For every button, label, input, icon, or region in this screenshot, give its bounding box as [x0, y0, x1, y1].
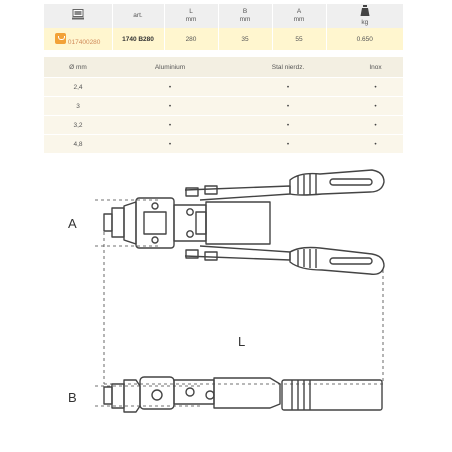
spring [196, 212, 206, 234]
compat-table [44, 57, 403, 153]
row-steel: • [228, 116, 348, 135]
side-housing [214, 378, 280, 408]
nose-tip [104, 214, 112, 231]
col-b-label: B [242, 8, 248, 15]
row-aluminium: • [112, 116, 228, 135]
side-nose [112, 384, 124, 408]
side-head-pin [152, 390, 162, 400]
table-row [44, 97, 403, 116]
link-pin-top [187, 209, 193, 215]
head-window [144, 212, 166, 234]
row-diameter: 3 [44, 97, 112, 116]
product-a: 55 [295, 35, 303, 43]
product-art: 1740 B280 [122, 35, 154, 43]
col-aluminium-label: Aluminium [154, 63, 186, 71]
basket-icon[interactable] [55, 33, 66, 44]
side-nut [124, 380, 140, 412]
row-diameter: 3,2 [44, 116, 112, 135]
side-pin-2 [206, 391, 214, 399]
lower-arm [185, 246, 290, 260]
row-diameter: 4,8 [44, 135, 112, 154]
row-aluminium: • [112, 97, 228, 116]
head-screw-bottom [152, 237, 158, 243]
product-weight: 0.650 [356, 35, 373, 43]
col-l-label: L [189, 8, 193, 15]
row-inox: • [348, 78, 403, 97]
row-inox: • [348, 116, 403, 135]
row-inox: • [348, 135, 403, 154]
col-b-unit: mm [239, 16, 251, 23]
label-a: A [68, 216, 77, 231]
upper-grip-slot [330, 179, 372, 185]
head-block [136, 198, 174, 248]
col-art-label: art. [133, 12, 143, 19]
upper-arm [185, 186, 290, 200]
row-steel: • [228, 135, 348, 154]
label-l: L [238, 334, 246, 349]
col-a-unit: mm [293, 16, 305, 23]
side-pin-1 [186, 388, 194, 396]
col-steel-label: Stal nierdz. [271, 63, 305, 71]
row-steel: • [228, 78, 348, 97]
compat-header-row [44, 57, 403, 78]
table-row [44, 116, 403, 135]
row-aluminium: • [112, 78, 228, 97]
nut-hex [124, 202, 136, 244]
head-screw-top [152, 203, 158, 209]
spec-header-row [44, 4, 403, 28]
side-head [140, 377, 174, 409]
label-b: B [68, 390, 77, 405]
product-code[interactable]: 017400280 [67, 38, 101, 46]
row-inox: • [348, 97, 403, 116]
col-weight-unit: kg [361, 19, 369, 26]
col-a-label: A [296, 8, 302, 15]
side-grip [282, 380, 382, 410]
side-nose-tip [104, 387, 112, 404]
product-b: 35 [241, 35, 249, 43]
product-row[interactable] [44, 28, 403, 50]
table-row [44, 78, 403, 97]
upper-clip-2 [205, 186, 217, 194]
link-pin-bottom [187, 231, 193, 237]
rivet-tool-drawing [0, 150, 452, 452]
row-aluminium: • [112, 135, 228, 154]
weight-icon [360, 11, 370, 18]
link-plate [174, 205, 206, 241]
nose-piece [112, 208, 124, 237]
lower-grip-slot [330, 258, 372, 264]
col-inox-label: Inox [369, 63, 382, 71]
row-steel: • [228, 97, 348, 116]
row-diameter: 2,4 [44, 78, 112, 97]
monitor-icon [44, 4, 112, 28]
product-l: 280 [185, 35, 197, 43]
body-housing [206, 202, 270, 244]
col-diameter-label: Ø mm [69, 63, 87, 71]
lower-clip-2 [205, 252, 217, 260]
spec-table [44, 4, 403, 50]
col-l-unit: mm [185, 16, 197, 23]
